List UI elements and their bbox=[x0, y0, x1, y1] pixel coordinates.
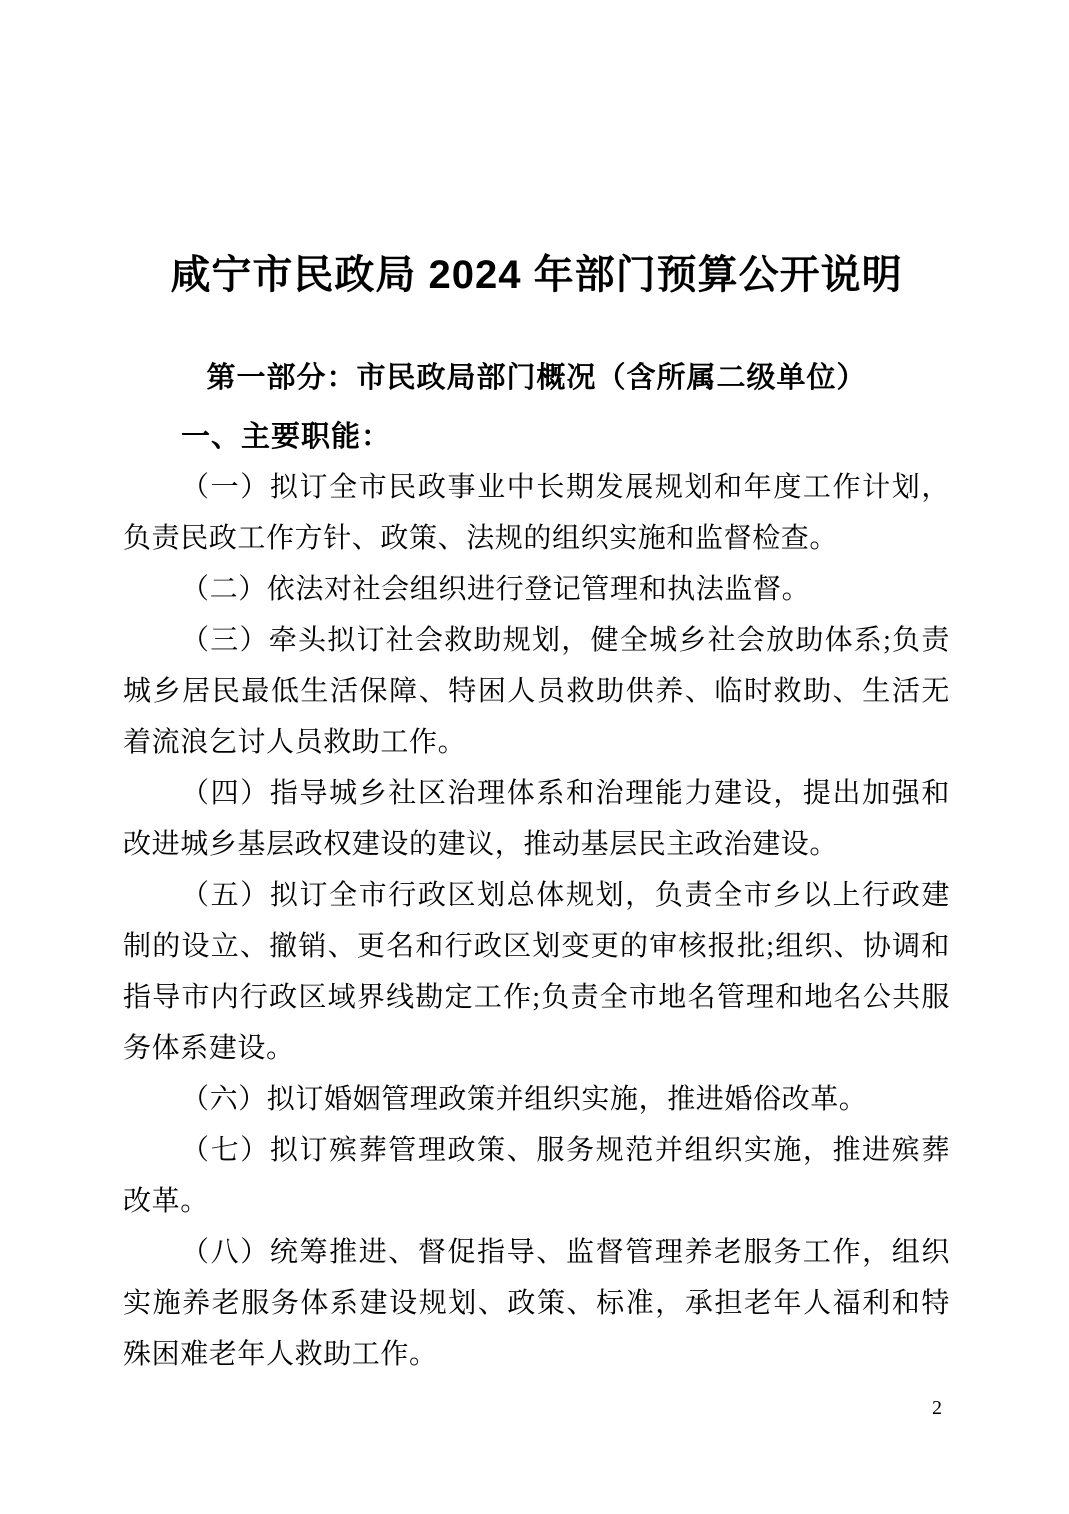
document-title: 咸宁市民政局 2024 年部门预算公开说明 bbox=[170, 253, 903, 297]
paragraph-8: （八）统筹推进、督促指导、监督管理养老服务工作，组织实施养老服务体系建设规划、政策、标准，承担老年人福利和特殊困难老年人救助工作。 bbox=[123, 1237, 950, 1370]
paragraph-3: （三）牵头拟订社会救助规划，健全城乡社会放助体系;负责城乡居民最低生活保障、特困人员救助供养、临时救助、生活无着流浪乞讨人员救助工作。 bbox=[123, 625, 950, 758]
paragraph-2: （二）依法对社会组织进行登记管理和执法监督。 bbox=[181, 574, 811, 605]
part-heading: 第一部分：市民政局部门概况（含所属二级单位） bbox=[206, 362, 867, 394]
paragraph-5: （五）拟订全市行政区划总体规划，负责全市乡以上行政建制的设立、撤销、更名和行政区划变更的审核报批;组织、协调和指导市内行政区域界线勘定工作;负责全市地名管理和地名公共服务体系建设。 bbox=[123, 880, 950, 1064]
paragraph-6: （六）拟订婚姻管理政策并组织实施，推进婚俗改革。 bbox=[181, 1084, 868, 1115]
section-heading: 一、主要职能： bbox=[181, 421, 392, 453]
paragraph-1: （一）拟订全市民政事业中长期发展规划和年度工作计划，负责民政工作方针、政策、法规的组织实施和监督检查。 bbox=[123, 472, 950, 554]
paragraph-7: （七）拟订殡葬管理政策、服务规范并组织实施，推进殡葬改革。 bbox=[123, 1135, 950, 1217]
document-content bbox=[123, 0, 950, 1380]
page-number: 2 bbox=[932, 1397, 942, 1419]
paragraph-4: （四）指导城乡社区治理体系和治理能力建设，提出加强和改进城乡基层政权建设的建议，推动基层民主政治建设。 bbox=[123, 778, 950, 860]
